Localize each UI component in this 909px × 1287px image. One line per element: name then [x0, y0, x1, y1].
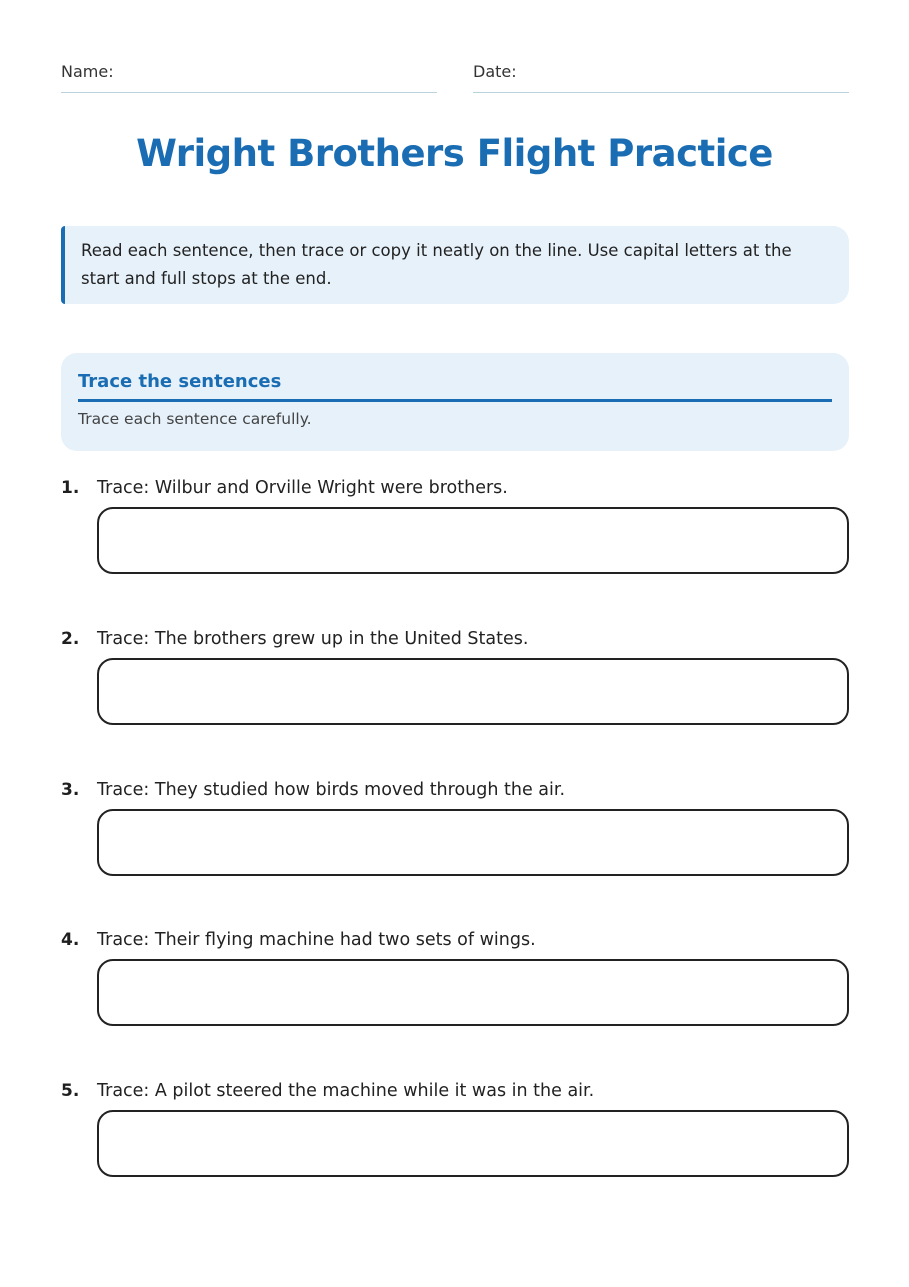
question-text: Trace: They studied how birds moved through the air. [97, 780, 566, 800]
page-title: Wright Brothers Flight Practice [136, 132, 773, 175]
question-number: 1. [61, 478, 80, 498]
question-number: 5. [61, 1081, 80, 1101]
section-title: Trace the sentences [78, 371, 832, 402]
question-text: Trace: A pilot steered the machine while it was in the air. [97, 1081, 595, 1101]
question-4 [61, 930, 849, 1040]
name-field[interactable] [61, 62, 437, 93]
question-text: Trace: The brothers grew up in the United States. [97, 629, 529, 649]
question-text: Trace: Their flying machine had two sets of wings. [97, 930, 536, 950]
answer-box[interactable] [97, 959, 849, 1026]
section-header [61, 353, 849, 451]
name-label: Name: [61, 62, 114, 81]
question-1 [61, 478, 849, 588]
question-number: 4. [61, 930, 80, 950]
question-text: Trace: Wilbur and Orville Wright were brothers. [97, 478, 508, 498]
question-number: 2. [61, 629, 80, 649]
question-3 [61, 780, 849, 890]
question-number: 3. [61, 780, 80, 800]
date-field[interactable] [473, 62, 849, 93]
answer-box[interactable] [97, 658, 849, 725]
answer-box[interactable] [97, 1110, 849, 1177]
answer-box[interactable] [97, 809, 849, 876]
answer-box[interactable] [97, 507, 849, 574]
question-5 [61, 1081, 849, 1191]
section-subtitle: Trace each sentence carefully. [78, 410, 312, 428]
instructions-text: Read each sentence, then trace or copy it neatly on the line. Use capital letters at the start and full stops at the end. [81, 241, 792, 288]
instructions-box [61, 226, 849, 304]
question-2 [61, 629, 849, 739]
date-label: Date: [473, 62, 517, 81]
